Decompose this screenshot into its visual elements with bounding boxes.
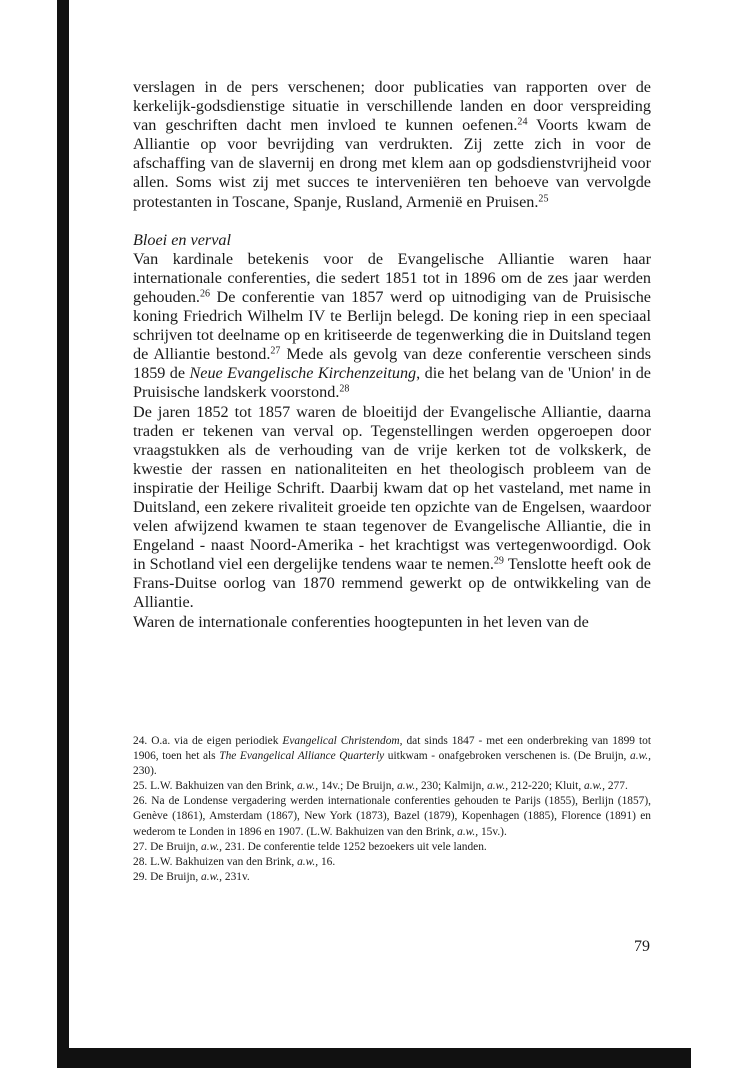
paragraph-3: De jaren 1852 tot 1857 waren de bloeitijd der Evangelische Alliantie, daarna traden er tekenen van verval op. Tegenstellingen werden opgeroepen door vraagstukken als de verhouding van de vrije kerken tot de volkskerk, de kwestie der rassen en nationaliteiten en het theologisch probleem van de inspiratie der Heilige Schrift. Daarbij kwam dat op het vasteland, met name in Duitsland, een zekere rivaliteit groeide ten opzichte van de Engelsen, waardoor velen afwijzend kwamen te staan tegenover de Evangelische Alliantie, die in Engeland - naast Noord-Amerika - het krachtigst was vertegenwoordigd. Ook in Schotland viel een dergelijke tendens waar te nemen.$^{29}$ Tenslotte heeft ook de Frans-Duitse oorlog van 1870 remmend gewerkt op de ontwikkeling van de Alliantie. [133, 402, 651, 612]
footnote-ref-29[interactable]: 29 [493, 555, 504, 567]
footnote-ref-26[interactable]: 26 [199, 288, 211, 300]
footnotes [133, 734, 651, 885]
page-number: 79 [634, 938, 650, 955]
scan-border-bottom [57, 1048, 691, 1068]
footnote-29: 29. De Bruijn, a.w., 231v. [133, 870, 250, 883]
body-text [133, 78, 651, 632]
footnote-ref-27[interactable]: 27 [270, 345, 281, 357]
paragraph-1: verslagen in de pers verschenen; door publicaties van rapporten over de kerkelijk-godsdienstige situatie in verschillende landen en door verspreiding van geschriften dacht men invloed te kunnen oefenen.$^{24}$ Voorts kwam de Alliantie op voor bevrijding van verdrukten. Zij zette zich in voor de afschaffing van de slavernij en drong met klem aan op godsdienstvrijheid voor allen. Soms wist zij met succes te interveniëren ten behoeve van vervolgde protestanten in Toscane, Spanje, Rusland, Armenië en Pruisen.$^{25}$ [133, 78, 651, 211]
paragraph-2: Van kardinale betekenis voor de Evangelische Alliantie waren haar internationale conferenties, die sedert 1851 tot in 1896 om de zes jaar werden gehouden.$^{26}$ De conferentie van 1857 werd op uitnodiging van de Pruisische koning Friedrich Wilhelm IV te Berlijn belegd. De koning riep in een speciaal schrijven tot deelname op en kritiseerde de tegenwerking die in Duitsland tegen de Alliantie bestond.$^{27}$ Mede als gevolg van deze conferentie verscheen sinds 1859 de Neue Evangelische Kirchenzeitung, die het belang van de 'Union' in de Pruisische landskerk voorstond.$^{28}$ [133, 249, 651, 402]
footnote-27: 27. De Bruijn, a.w., 231. De conferentie telde 1252 bezoekers uit vele landen. [133, 840, 487, 853]
footnote-ref-25[interactable]: 25 [538, 193, 549, 205]
journal-title: Neue Evangelische Kirchenzeitung [189, 364, 417, 383]
footnote-28: 28. L.W. Bakhuizen van den Brink, a.w., 16. [133, 855, 336, 868]
footnote-ref-24[interactable]: 24 [517, 116, 528, 128]
section-heading: Bloei en verval [133, 230, 231, 249]
scan-border-left [57, 0, 69, 1068]
footnote-26: 26. Na de Londense vergadering werden internationale conferenties gehouden te Parijs (1855), Berlijn (1857), Genève (1861), Amsterdam (1867), New York (1873), Bazel (1879), Kopenhagen (1885), Florence (1891) en wederom te Londen in 1896 en 1907. (L.W. Bakhuizen van den Brink, a.w., 15v.). [133, 795, 651, 838]
paragraph-4: Waren de internationale conferenties hoogtepunten in het leven van de [133, 612, 589, 631]
footnote-ref-28[interactable]: 28 [339, 383, 350, 395]
footnote-25: 25. L.W. Bakhuizen van den Brink, a.w., 14v.; De Bruijn, a.w., 230; Kalmijn, a.w., 212-220; Kluit, a.w., 277. [133, 780, 628, 793]
footnote-24: 24. O.a. via de eigen periodiek Evangelical Christendom, dat sinds 1847 - met een onderbreking van 1899 tot 1906, toen het als The Evangelical Alliance Quarterly uitkwam - onafgebroken verschenen is. (De Bruijn, a.w., 230). [133, 735, 652, 778]
